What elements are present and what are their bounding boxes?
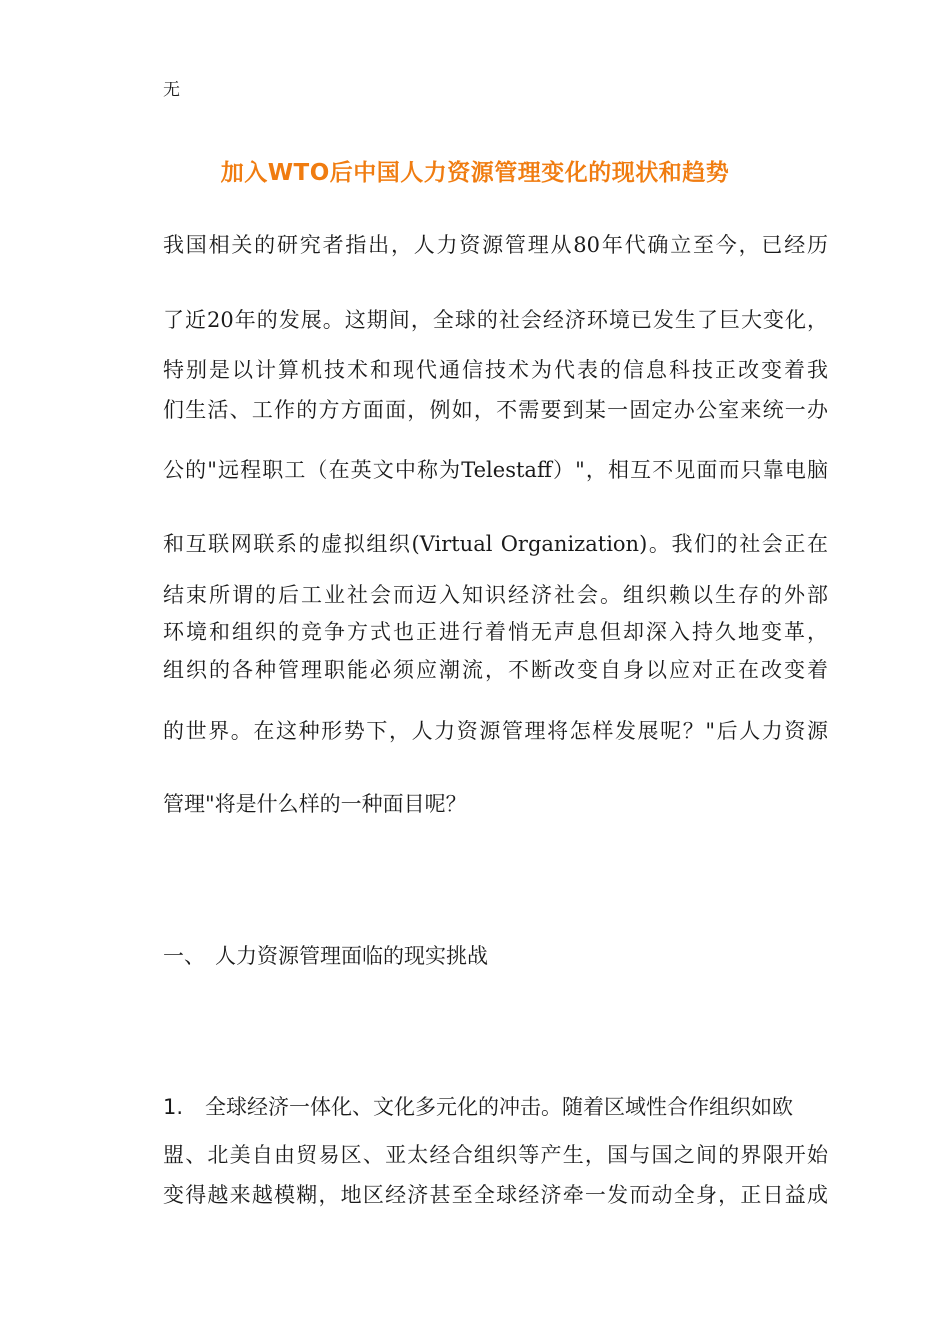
intro-line: 公的"远程职工（在英文中称为Telestaff）"，相互不见面而只靠电脑 xyxy=(163,458,828,482)
subsection-line: 盟、北美自由贸易区、亚太经合组织等产生，国与国之间的界限开始 xyxy=(163,1143,828,1167)
document-title: 加入WTO后中国人力资源管理变化的现状和趋势 xyxy=(220,160,730,186)
intro-line: 结束所谓的后工业社会而迈入知识经济社会。组织赖以生存的外部 xyxy=(163,583,828,607)
intro-line: 组织的各种管理职能必须应潮流，不断改变自身以应对正在改变着 xyxy=(163,658,828,682)
section-heading xyxy=(163,941,488,971)
header-mark: 无 xyxy=(163,80,180,100)
intro-line: 和互联网联系的虚拟组织(Virtual Organization)。我们的社会正在 xyxy=(163,532,828,556)
section-number: 一、 xyxy=(163,944,205,968)
subsection-number: 1. xyxy=(163,1095,184,1119)
section-title: 人力资源管理面临的现实挑战 xyxy=(215,944,488,968)
subsection-line: 全球经济一体化、文化多元化的冲击。随着区域性合作组织如欧 xyxy=(205,1095,793,1119)
intro-line: 的世界。在这种形势下，人力资源管理将怎样发展呢？"后人力资源 xyxy=(163,719,828,743)
intro-line: 我国相关的研究者指出，人力资源管理从80年代确立至今，已经历 xyxy=(163,233,828,257)
intro-line: 环境和组织的竞争方式也正进行着悄无声息但却深入持久地变革， xyxy=(163,620,828,644)
intro-line: 管理"将是什么样的一种面目呢？ xyxy=(163,792,467,816)
subsection-first-line xyxy=(163,1092,793,1122)
intro-line: 们生活、工作的方方面面，例如，不需要到某一固定办公室来统一办 xyxy=(163,398,828,422)
intro-line: 了近20年的发展。这期间，全球的社会经济环境已发生了巨大变化， xyxy=(163,308,828,332)
intro-line: 特别是以计算机技术和现代通信技术为代表的信息科技正改变着我 xyxy=(163,358,828,382)
subsection-line: 变得越来越模糊，地区经济甚至全球经济牵一发而动全身，正日益成 xyxy=(163,1183,828,1207)
